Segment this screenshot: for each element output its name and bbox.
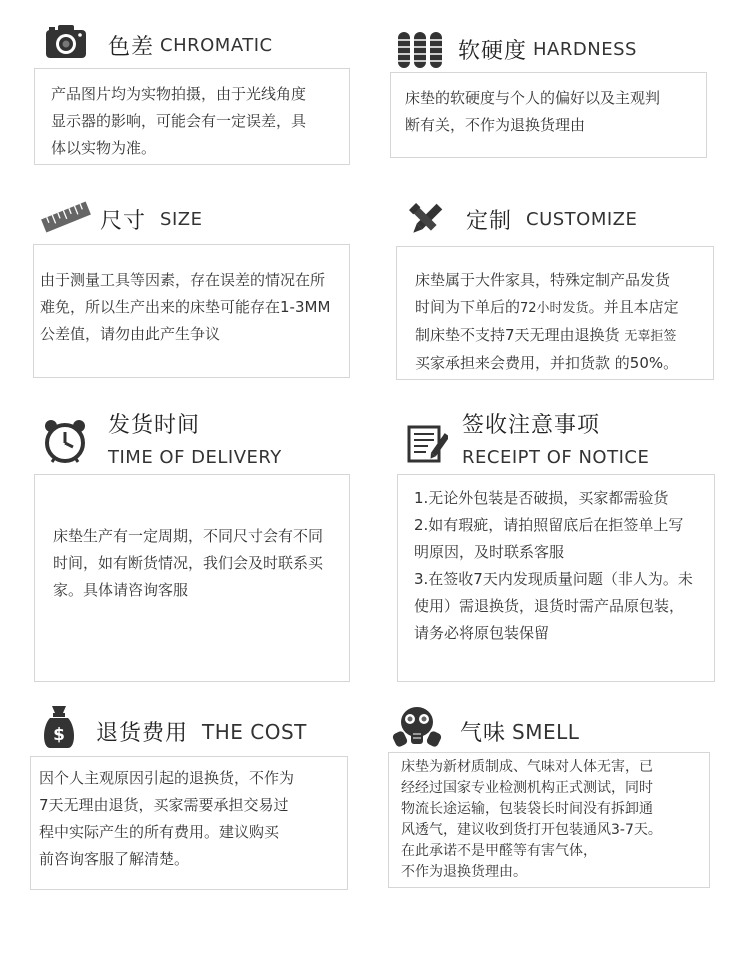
delivery-line: 床垫生产有一定周期，不同尺寸会有不同 [53, 527, 324, 545]
delivery-title-en: TIME OF DELIVERY [108, 447, 282, 468]
ruler-icon [40, 198, 92, 236]
cost-title-cn: 退货费用 [96, 721, 189, 746]
size-heading [100, 204, 202, 235]
cost-heading [96, 716, 307, 747]
customize-line: 床垫属于大件家具，特殊定制产品发货 [415, 271, 671, 289]
smell-line: 在此承诺不是甲醛等有害气体， [401, 843, 597, 859]
delivery-heading [108, 408, 282, 468]
cost-line: 前咨询客服了解清楚。 [39, 850, 190, 868]
chromatic-title-cn: 色差 [108, 35, 155, 60]
cost-box [30, 756, 348, 890]
hardness-line: 床垫的软硬度与个人的偏好以及主观判 [405, 89, 661, 107]
receipt-box [397, 474, 715, 682]
smell-line: 不作为退换货理由。 [401, 864, 527, 880]
receipt-line: 2.如有瑕疵，请拍照留底后在拒签单上写 [414, 516, 684, 534]
money-bag-icon [42, 704, 76, 750]
customize-box [396, 246, 714, 380]
alarm-clock-icon [42, 418, 88, 466]
hardness-box [390, 72, 707, 158]
delivery-line: 家。具体请咨询客服 [53, 581, 189, 599]
receipt-line: 1.无论外包装是否破损，买家都需验货 [414, 489, 669, 507]
receipt-line: 明原因，及时联系客服 [414, 543, 565, 561]
receipt-title-en: RECEIPT OF NOTICE [462, 447, 650, 468]
smell-heading [460, 716, 579, 747]
receipt-line: 3.在签收7天内发现质量问题（非人为。未 [414, 570, 693, 588]
cost-line: 程中实际产生的所有费用。建议购买 [39, 823, 280, 841]
receipt-line: 请务必将原包装保留 [414, 624, 550, 642]
smell-title-cn: 气味 [460, 721, 507, 746]
customize-title-en: CUSTOMIZE [526, 209, 638, 230]
cost-line: 7天无理由退货，买家需要承担交易过 [39, 796, 289, 814]
hardness-line: 断有关，不作为退换货理由 [405, 116, 586, 134]
hardness-title-en: HARDNESS [533, 39, 637, 60]
size-line: 由于测量工具等因素，存在误差的情况在所 [40, 271, 326, 289]
svg-text:$: $ [53, 725, 65, 745]
delivery-title-cn: 发货时间 [108, 413, 201, 438]
smell-line: 床垫为新材质制成、气味对人体无害，已 [401, 759, 653, 775]
cost-line: 因个人主观原因引起的退换货，不作为 [39, 769, 295, 787]
pencil-tools-icon [406, 200, 446, 240]
camera-icon [44, 22, 88, 60]
cost-title-en: THE COST [202, 719, 307, 744]
receipt-heading [462, 408, 649, 468]
clipboard-icon [406, 424, 448, 464]
smell-line: 经经过国家专业检测机构正式测试，同时 [401, 780, 653, 796]
smell-line: 风透气，建议收到货打开包装通风3-7天。 [401, 822, 662, 838]
receipt-title-cn: 签收注意事项 [462, 413, 601, 438]
size-title-en: SIZE [160, 209, 203, 230]
smell-line: 物流长途运输，包装袋长时间没有拆卸通 [401, 801, 653, 817]
size-line: 难免，所以生产出来的床垫可能存在1-3MM [40, 298, 331, 316]
size-box [33, 244, 350, 378]
chromatic-heading [108, 30, 273, 61]
gas-mask-icon [392, 704, 442, 750]
size-title-cn: 尺寸 [100, 209, 147, 234]
customize-line: 制床垫不支持7天无理由退换货 无辜拒签 [415, 326, 677, 344]
customize-line: 买家承担来会费用，并扣货款 的50%。 [415, 354, 679, 372]
receipt-line: 使用）需退换货，退货时需产品原包装， [414, 597, 685, 615]
mattress-coil-icon [396, 30, 446, 70]
smell-title-en: SMELL [512, 719, 580, 744]
chromatic-title-en: CHROMATIC [160, 35, 273, 56]
customize-heading [466, 204, 637, 235]
chromatic-line: 体以实物为准。 [51, 139, 157, 157]
smell-box [388, 752, 710, 888]
chromatic-box [34, 68, 350, 165]
chromatic-line: 产品图片均为实物拍摄，由于光线角度 [51, 85, 307, 103]
customize-line: 时间为下单后的72小时发货。并且本店定 [415, 298, 679, 316]
hardness-heading [458, 34, 637, 65]
delivery-box [34, 474, 350, 682]
size-line: 公差值，请勿由此产生争议 [40, 325, 221, 343]
chromatic-line: 显示器的影响，可能会有一定误差，具 [51, 112, 307, 130]
hardness-title-cn: 软硬度 [458, 39, 528, 64]
delivery-line: 时间，如有断货情况，我们会及时联系买 [53, 554, 324, 572]
customize-title-cn: 定制 [466, 209, 513, 234]
